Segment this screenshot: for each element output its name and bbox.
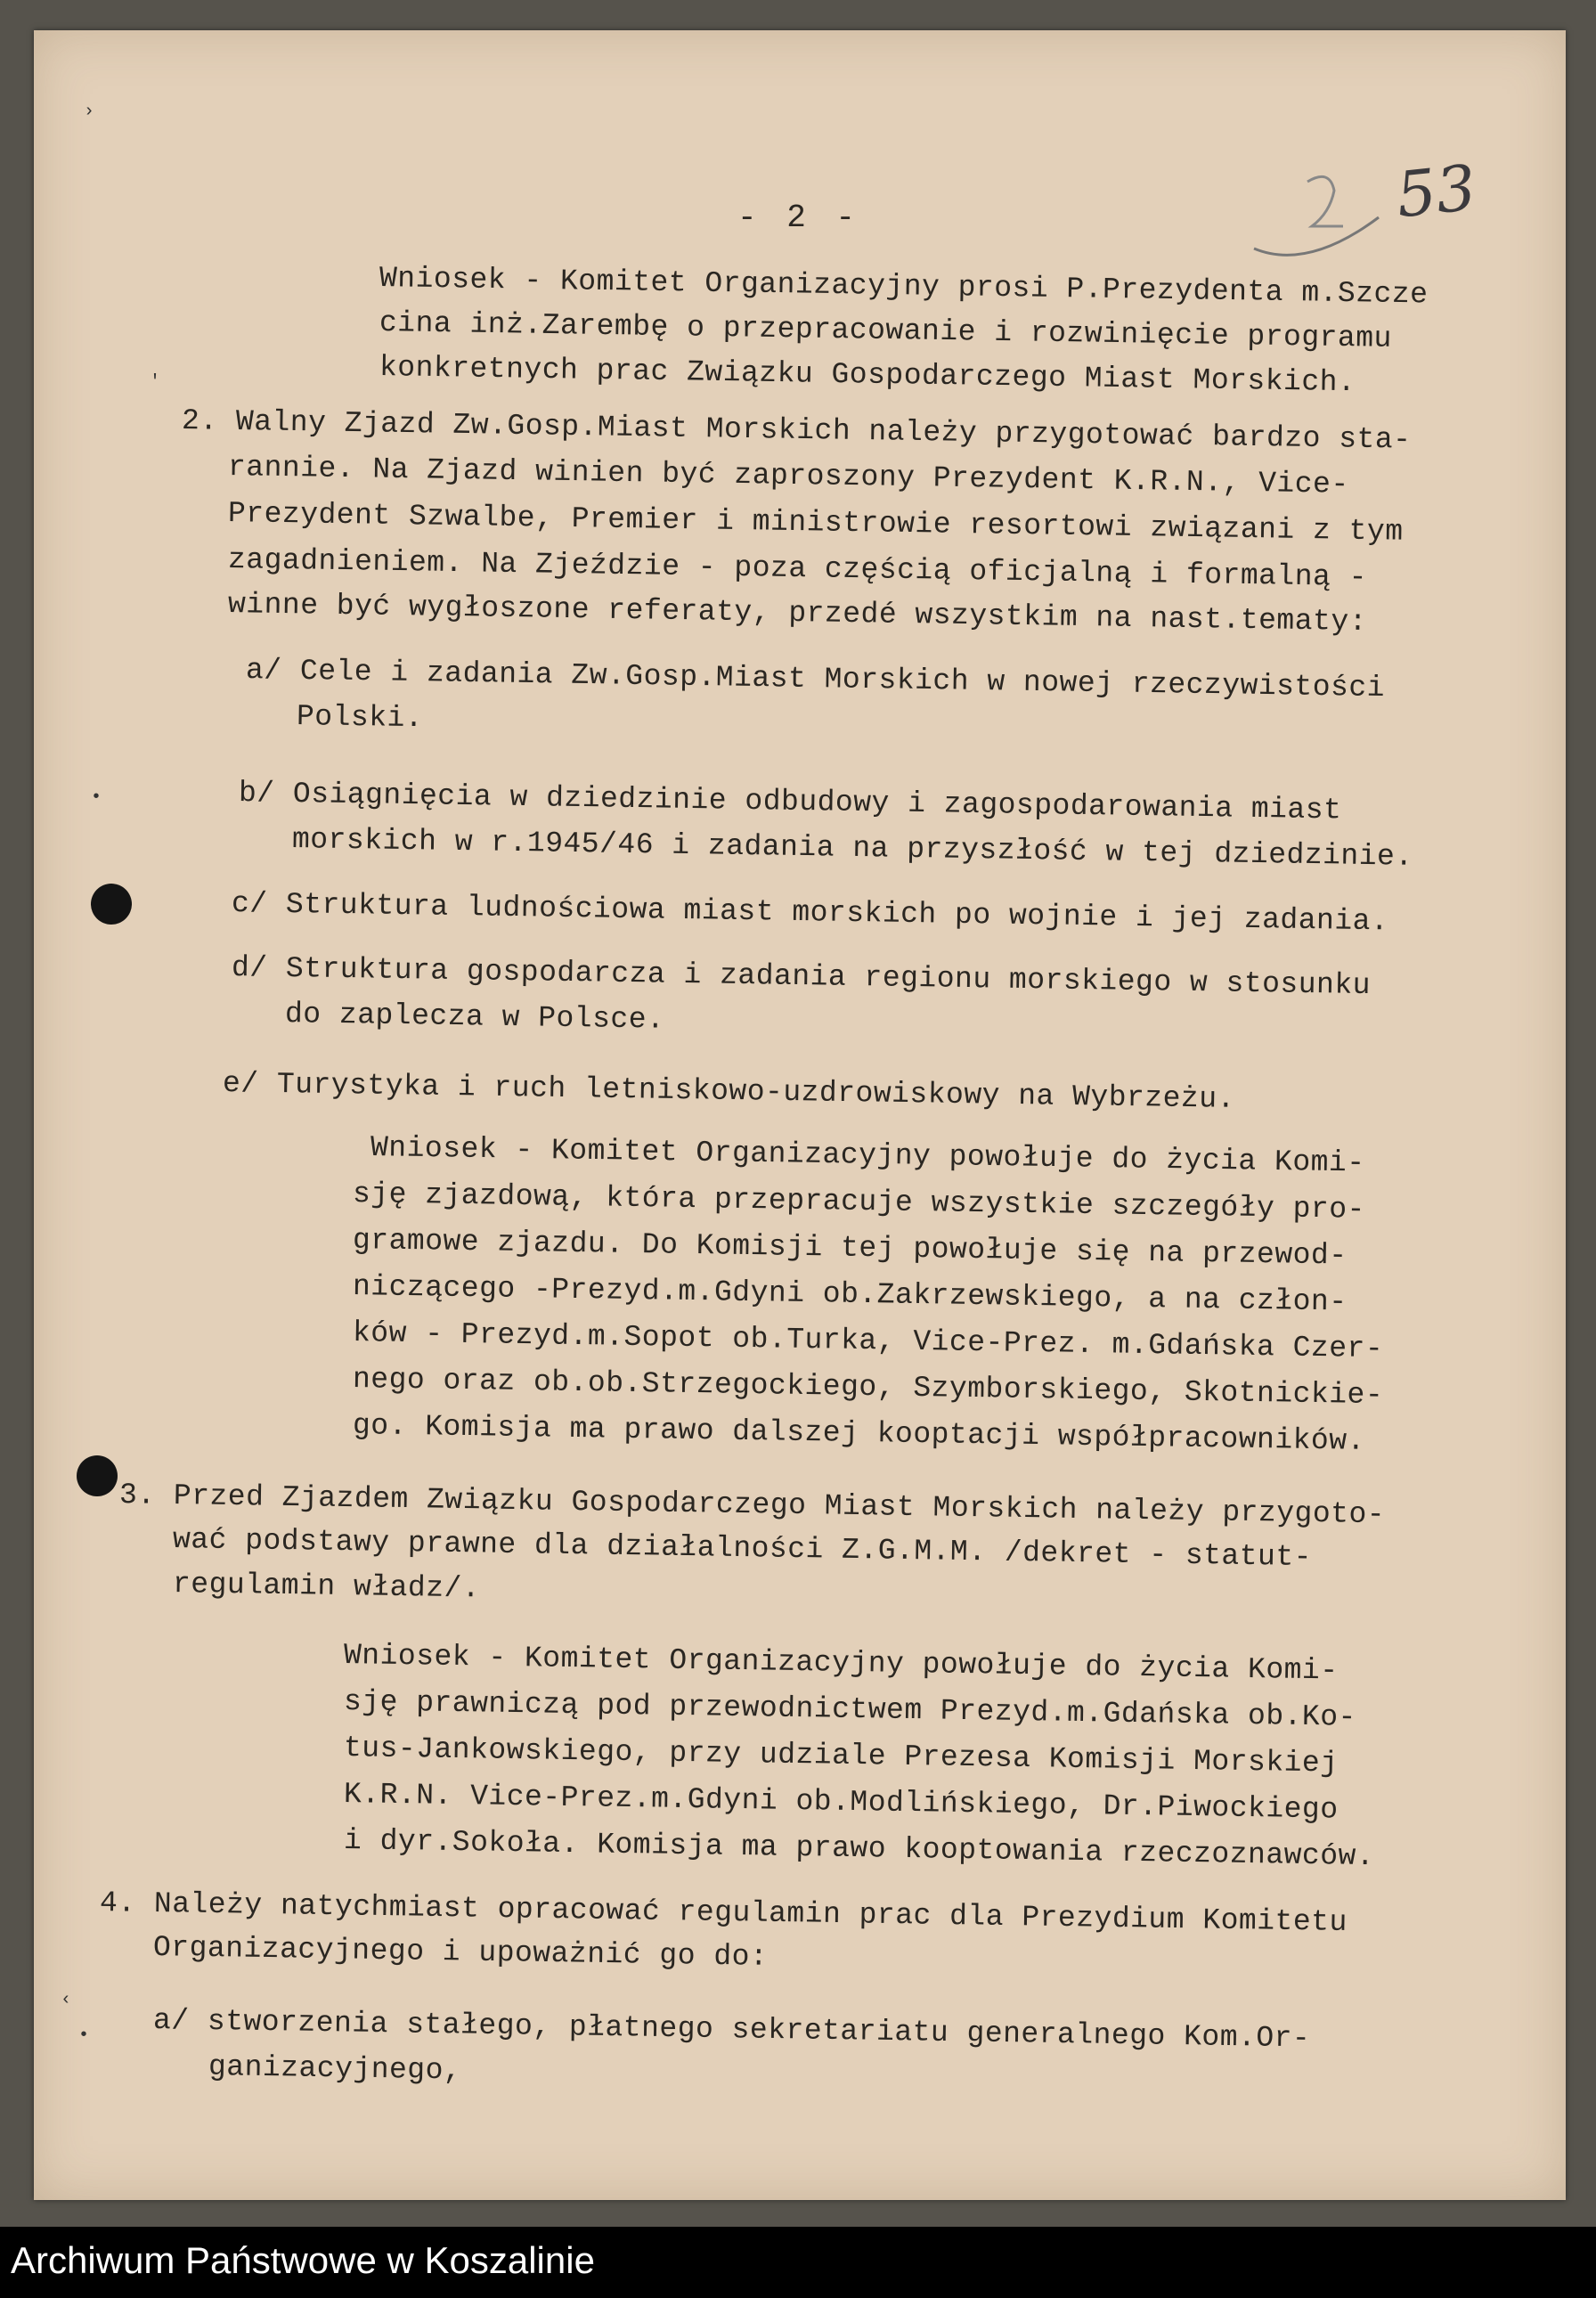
page-number: - 2 -	[737, 200, 861, 236]
text-line: K.R.N. Vice-Prez.m.Gdyni ob.Modlińskiego, Dr.Piwockiego	[343, 1778, 1339, 1827]
text-line: niczącego -Prezyd.m.Gdyni ob.Zakrzewskiego, a na człon-	[352, 1270, 1348, 1319]
folio-number: 53	[1392, 151, 1480, 232]
document-page	[34, 30, 1566, 2200]
text-line: winne być wygłoszone referaty, przedé wszystkim na nast.tematy:	[227, 588, 1368, 640]
text-line: ków - Prezyd.m.Sopot ob.Turka, Vice-Prez. m.Gdańska Czer-	[352, 1316, 1384, 1366]
text-line: wać podstawy prawne dla działalności Z.G.M.M. /dekret - statut-	[172, 1523, 1313, 1575]
text-line: b/ Osiągnięcia w dziedzinie odbudowy i zagospodarowania miast	[238, 777, 1342, 827]
text-line: nego oraz ob.ob.Strzegockiego, Szymborskiego, Skotnickie-	[352, 1363, 1384, 1413]
text-line: ganizacyjnego,	[208, 2050, 462, 2088]
archive-name: Archiwum Państwowe w Koszalinie	[11, 2239, 595, 2281]
text-line: a/ Cele i zadania Zw.Gosp.Miast Morskich w nowej rzeczywistości	[245, 654, 1386, 705]
punch-hole	[77, 1455, 118, 1496]
text-line: sję prawniczą pod przewodnictwem Prezyd.m.Gdańska ob.Ko-	[343, 1685, 1357, 1734]
text-line: i dyr.Sokoła. Komisja ma prawo kooptowania rzeczoznawców.	[343, 1824, 1375, 1874]
text-line: do zaplecza w Polsce.	[284, 998, 665, 1037]
text-line: Wniosek - Komitet Organizacyjny prosi P.Prezydenta m.Szcze	[379, 262, 1429, 312]
speck-mark: '	[150, 372, 161, 393]
punch-hole	[91, 884, 132, 925]
text-line: Prezydent Szwalbe, Premier i ministrowie resortowi związani z tym	[227, 497, 1404, 549]
text-line: d/ Struktura gospodarcza i zadania regionu morskiego w stosunku	[231, 951, 1372, 1003]
text-line: e/ Turystyka i ruch letniskowo-uzdrowiskowy na Wybrzeżu.	[222, 1067, 1236, 1116]
text-line: zagadnieniem. Na Zjeździe - poza częścią oficjalną i formalną -	[227, 543, 1368, 595]
text-line: gramowe zjazdu. Do Komisji tej powołuje się na przewod-	[352, 1224, 1348, 1273]
text-line: regulamin władz/.	[172, 1568, 481, 1606]
text-line: konkretnych prac Związku Gospodarczego Miast Morskich.	[379, 351, 1356, 400]
speck-mark: ›	[84, 102, 95, 122]
text-line: Organizacyjnego i upoważnić go do:	[152, 1931, 769, 1974]
text-line: Polski.	[296, 700, 424, 736]
text-line: Wniosek - Komitet Organizacyjny powołuje do życia Komi-	[370, 1131, 1365, 1180]
speck-mark: •	[91, 787, 102, 808]
text-line: 2. Walny Zjazd Zw.Gosp.Miast Morskich należy przygotować bardzo sta-	[181, 404, 1412, 457]
text-line: cina inż.Zarembę o przepracowanie i rozwinięcie programu	[379, 306, 1393, 355]
text-line: c/ Struktura ludnościowa miast morskich po wojnie i jej zadania.	[231, 887, 1389, 939]
pencil-folio-mark	[1245, 164, 1388, 271]
text-line: Wniosek - Komitet Organizacyjny powołuje do życia Komi-	[343, 1639, 1339, 1688]
text-line: morskich w r.1945/46 i zadania na przyszłość w tej dziedzinie.	[291, 823, 1413, 874]
speck-mark: ‹	[61, 1990, 72, 2010]
speck-mark: •	[78, 2025, 90, 2046]
text-line: 4. Należy natychmiast opracować regulamin prac dla Prezydium Komitetu	[99, 1886, 1348, 1940]
text-line: tus-Jankowskiego, przy udziale Prezesa Komisji Morskiej	[343, 1732, 1339, 1781]
text-line: sję zjazdową, która przepracuje wszystkie szczegóły pro-	[352, 1178, 1366, 1226]
text-line: 3. Przed Zjazdem Związku Gospodarczego Miast Morskich należy przygoto-	[118, 1479, 1386, 1532]
text-line: go. Komisja ma prawo dalszej kooptacji współpracowników.	[352, 1409, 1366, 1458]
archive-footer	[0, 2227, 1596, 2298]
text-line: rannie. Na Zjazd winien być zaproszony Prezydent K.R.N., Vice-	[227, 451, 1349, 501]
text-line: a/ stworzenia stałego, płatnego sekretariatu generalnego Kom.Or-	[152, 2004, 1311, 2056]
